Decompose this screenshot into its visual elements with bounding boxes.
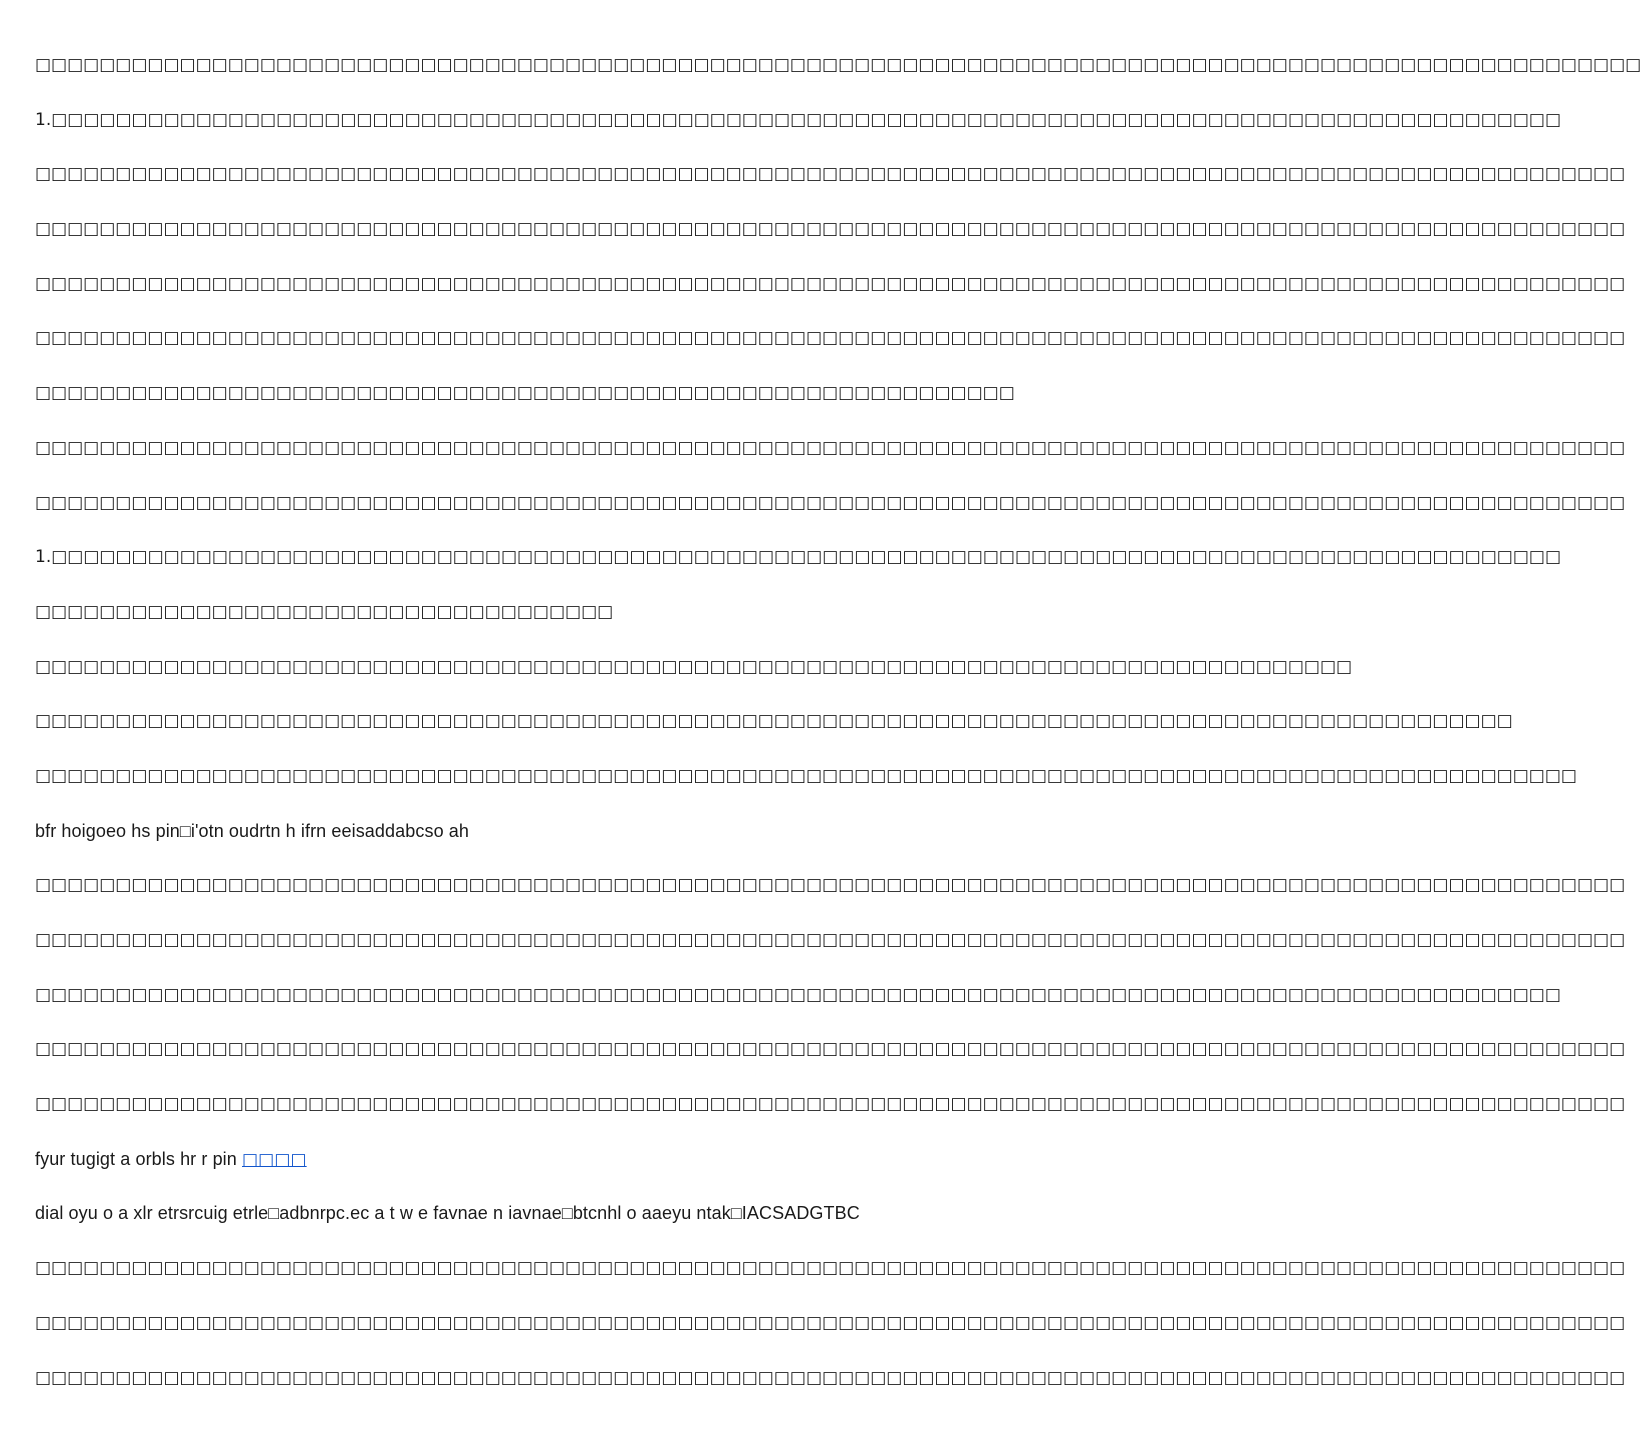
text-line: □□□□□□□□□□□□□□□□□□□□□□□□□□□□□□□□□□□□□□□□□□□□□□□□□□□□□□□□□□□□□□□□□□□□□□□□□□□□□□□□□□ bbox=[35, 656, 1353, 677]
latin-text-line: dial oyu o a xlr etrsrcuig etrle□adbnrpc.ec a t w e favnae n iavnae□btcnhl o aaeyu ntak□IACSADGTBC bbox=[35, 1203, 860, 1224]
text-line: □□□□□□□□□□□□□□□□□□□□□□□□□□□□□□□□□□□□□□□□□□□□□□□□□□□□□□□□□□□□□ bbox=[35, 383, 1015, 404]
text-line: □□□□□□□□□□□□□□□□□□□□□□□□□□□□□□□□□□□□□□□□□□□□□□□□□□□□□□□□□□□□□□□□□□□□□□□□□□□□□□□□□□□□□□□□□□□□□□□□□□□ bbox=[35, 1258, 1626, 1279]
text-line: □□□□□□□□□□□□□□□□□□□□□□□□□□□□□□□□□□□□□□□□□□□□□□□□□□□□□□□□□□□□□□□□□□□□□□□□□□□□□□□□□□□□□□□□□□□□□□□□□□□ bbox=[35, 1094, 1626, 1115]
link-line-text: fyur tugigt a orbls hr r pin bbox=[35, 1148, 242, 1169]
text-line: □□□□□□□□□□□□□□□□□□□□□□□□□□□□□□□□□□□□□□□□□□□□□□□□□□□□□□□□□□□□□□□□□□□□□□□□□□□□□□□□□□□□□□□□□□□□□□□□□□□ bbox=[35, 219, 1626, 240]
text-line: □□□□□□□□□□□□□□□□□□□□□□□□□□□□□□□□□□□□□□□□□□□□□□□□□□□□□□□□□□□□□□□□□□□□□□□□□□□□□□□□□□□□□□□□□□□□□□□□□□□ bbox=[35, 328, 1626, 349]
text-line: □□□□□□□□□□□□□□□□□□□□□□□□□□□□□□□□□□□□□□□□□□□□□□□□□□□□□□□□□□□□□□□□□□□□□□□□□□□□□□□□□□□□□□□□□□□□□□□ bbox=[35, 984, 1561, 1005]
link-text-line bbox=[35, 1149, 990, 1204]
latin-text-line: bfr hoigoeo hs pin□i'otn oudrtn h ifrn eeisaddabcso ah bbox=[35, 820, 469, 841]
text-line: □□□□□□□□□□□□□□□□□□□□□□□□□□□□□□□□□□□□□□□□□□□□□□□□□□□□□□□□□□□□□□□□□□□□□□□□□□□□□□□□□□□□□□□□□□□□□□□□□□□ bbox=[35, 437, 1626, 458]
text-line: □□□□□□□□□□□□□□□□□□□□□□□□□□□□□□□□□□□□□□□□□□□□□□□□□□□□□□□□□□□□□□□□□□□□□□□□□□□□□□□□□□□□□□□□□□□□□□□□ bbox=[35, 765, 1577, 786]
text-line: □□□□□□□□□□□□□□□□□□□□□□□□□□□□□□□□□□□□ bbox=[35, 601, 614, 622]
text-line: □□□□□□□□□□□□□□□□□□□□□□□□□□□□□□□□□□□□□□□□□□□□□□□□□□□□□□□□□□□□□□□□□□□□□□□□□□□□□□□□□□□□□□□□□□□□□□□□□□□ bbox=[35, 1312, 1626, 1333]
numbered-text-line: 1.□□□□□□□□□□□□□□□□□□□□□□□□□□□□□□□□□□□□□□□□□□□□□□□□□□□□□□□□□□□□□□□□□□□□□□□□□□□□□□□□□□□□□□□□□□□□□□ bbox=[35, 547, 1562, 568]
text-line: □□□□□□□□□□□□□□□□□□□□□□□□□□□□□□□□□□□□□□□□□□□□□□□□□□□□□□□□□□□□□□□□□□□□□□□□□□□□□□□□□□□□□□□□□□□□□□□□□□□ bbox=[35, 1039, 1626, 1060]
document-body bbox=[35, 55, 1641, 1422]
text-line: □□□□□□□□□□□□□□□□□□□□□□□□□□□□□□□□□□□□□□□□□□□□□□□□□□□□□□□□□□□□□□□□□□□□□□□□□□□□□□□□□□□□□□□□□□□□□□□□□□□ bbox=[35, 930, 1626, 950]
text-line: □□□□□□□□□□□□□□□□□□□□□□□□□□□□□□□□□□□□□□□□□□□□□□□□□□□□□□□□□□□□□□□□□□□□□□□□□□□□□□□□□□□□□□□□□□□□□□□□□□□ bbox=[35, 875, 1626, 896]
text-line: □□□□□□□□□□□□□□□□□□□□□□□□□□□□□□□□□□□□□□□□□□□□□□□□□□□□□□□□□□□□□□□□□□□□□□□□□□□□□□□□□□□□□□□□□□□□□□□□□□□ bbox=[35, 1367, 1626, 1388]
text-line: □□□□□□□□□□□□□□□□□□□□□□□□□□□□□□□□□□□□□□□□□□□□□□□□□□□□□□□□□□□□□□□□□□□□□□□□□□□□□□□□□□□□□□□□□□□□□□□□□□□ bbox=[35, 164, 1626, 185]
numbered-text-line: 1.□□□□□□□□□□□□□□□□□□□□□□□□□□□□□□□□□□□□□□□□□□□□□□□□□□□□□□□□□□□□□□□□□□□□□□□□□□□□□□□□□□□□□□□□□□□□□□ bbox=[35, 109, 1562, 130]
text-line: □□□□□□□□□□□□□□□□□□□□□□□□□□□□□□□□□□□□□□□□□□□□□□□□□□□□□□□□□□□□□□□□□□□□□□□□□□□□□□□□□□□□□□□□□□□□□□□□□□□□ bbox=[35, 55, 1641, 75]
text-line: □□□□□□□□□□□□□□□□□□□□□□□□□□□□□□□□□□□□□□□□□□□□□□□□□□□□□□□□□□□□□□□□□□□□□□□□□□□□□□□□□□□□□□□□□□□□□□□□□□□ bbox=[35, 492, 1626, 513]
document-link[interactable]: □□□□ bbox=[242, 1149, 307, 1170]
text-line: □□□□□□□□□□□□□□□□□□□□□□□□□□□□□□□□□□□□□□□□□□□□□□□□□□□□□□□□□□□□□□□□□□□□□□□□□□□□□□□□□□□□□□□□□□□□ bbox=[35, 711, 1513, 732]
text-line: □□□□□□□□□□□□□□□□□□□□□□□□□□□□□□□□□□□□□□□□□□□□□□□□□□□□□□□□□□□□□□□□□□□□□□□□□□□□□□□□□□□□□□□□□□□□□□□□□□□ bbox=[35, 273, 1626, 294]
